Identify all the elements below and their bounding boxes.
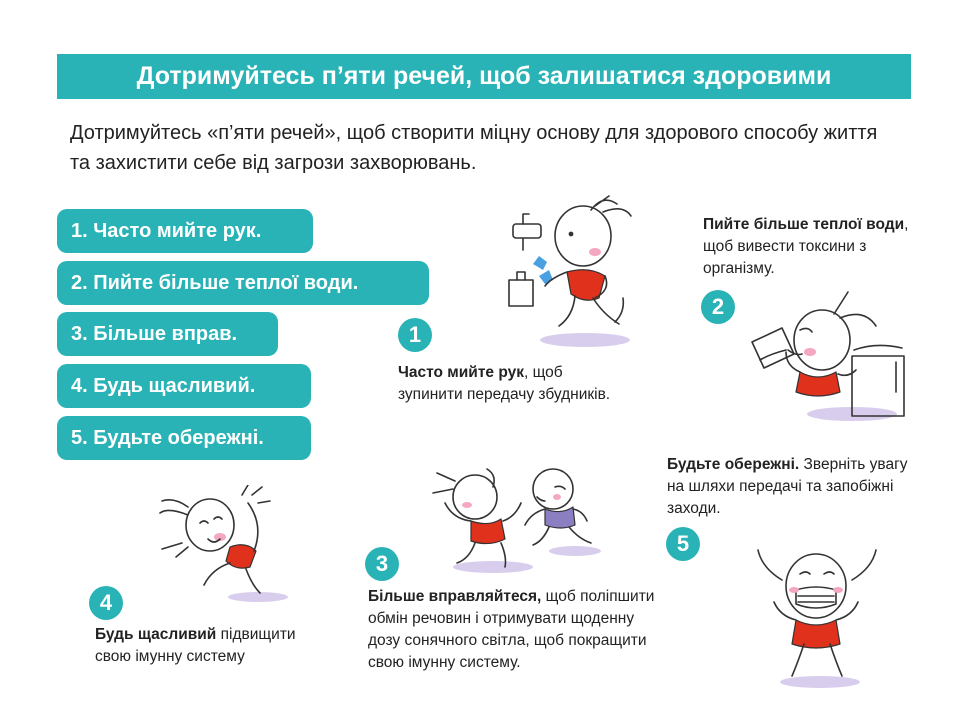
list-item-exercise: 3. Більше вправ. <box>57 312 278 356</box>
step-caption-4-bold: Будь щасливий <box>95 626 217 643</box>
step-caption-5 <box>667 454 917 520</box>
happy-dance-icon <box>158 485 298 605</box>
list-item-drink-water: 2. Пийте більше теплої води. <box>57 261 429 305</box>
wearing-mask-icon <box>752 540 882 690</box>
step-caption-2-bold: Пийте більше теплої води <box>703 216 905 233</box>
step-caption-3-rest: щоб поліпшити обмін речовин і отримувати щоденну дозу сонячного світла, щоб покращити свою імунну систему. <box>368 588 655 671</box>
list-item-be-careful: 5. Будьте обережні. <box>57 416 311 460</box>
step-caption-1-rest: , щоб зупинити передачу збудників. <box>398 364 611 403</box>
step-number-3: 3 <box>365 547 399 581</box>
step-caption-3-bold: Більше вправляйтеся, <box>368 588 542 605</box>
drinking-water-icon <box>742 290 922 430</box>
step-number-5: 5 <box>666 527 700 561</box>
list-item-be-happy: 4. Будь щасливий. <box>57 364 311 408</box>
step-number-2: 2 <box>701 290 735 324</box>
step-caption-4-rest: підвищити свою імунну систему <box>95 626 296 665</box>
step-caption-3 <box>368 586 668 674</box>
step-caption-1 <box>398 362 623 406</box>
step-caption-4 <box>95 624 310 668</box>
intro-text: Дотримуйтесь «п’яти речей», щоб створити міцну основу для здорового способу життя та захистити себе від загрози захворювань. <box>70 122 878 174</box>
step-caption-2 <box>703 214 918 280</box>
list-item-wash-hands: 1. Часто мийте рук. <box>57 209 313 253</box>
step-caption-1-bold: Часто мийте рук <box>398 364 524 381</box>
step-caption-5-bold: Будьте обережні. <box>667 456 800 473</box>
washing-hands-icon <box>495 192 645 352</box>
step-caption-2-rest: , щоб вивести токсини з організму. <box>703 216 909 277</box>
step-number-1: 1 <box>398 318 432 352</box>
page-title: Дотримуйтесь п’яти речей, щоб залишатися здоровими <box>57 54 911 99</box>
step-number-4: 4 <box>89 586 123 620</box>
step-caption-5-rest: Зверніть увагу на шляхи передачі та запобіжні заходи. <box>667 456 908 517</box>
exercise-icon <box>425 465 605 575</box>
